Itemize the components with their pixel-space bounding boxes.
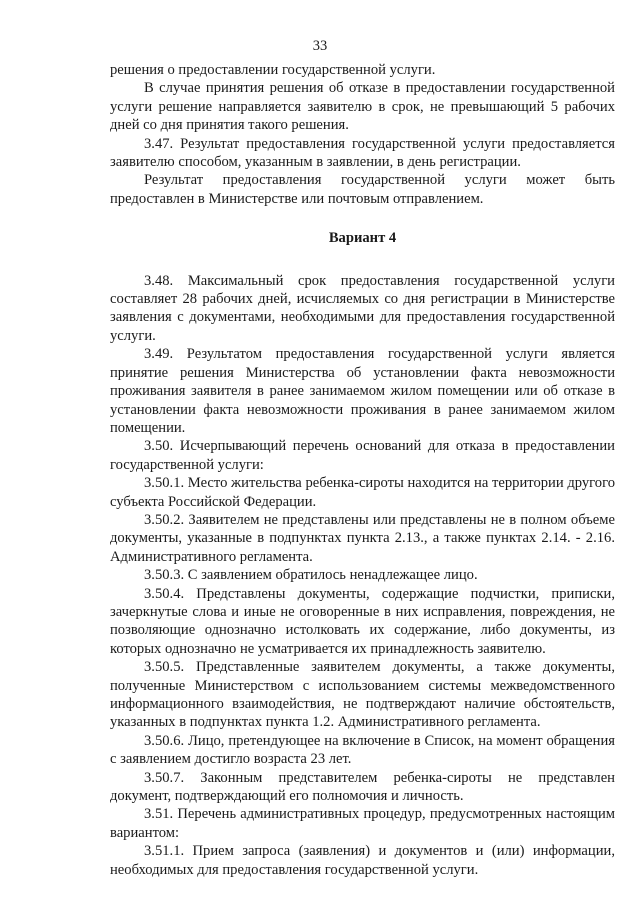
section-heading: Вариант 4 (328, 230, 397, 247)
paragraph: 3.50. Исчерпывающий перечень оснований для отказа в предоставлении государственной услуги: (110, 438, 615, 473)
document-body (110, 61, 615, 879)
paragraph: 3.51.1. Прием запроса (заявления) и документов и (или) информации, необходимых для предоставления государственной услуги. (110, 843, 615, 878)
page-number: 33 (312, 38, 328, 54)
paragraph: 3.50.2. Заявителем не представлены или представлены не в полном объеме документы, указанные в подпунктах пункта 2.13., а также пунктах 2.14. - 2.16. Административного регламента. (110, 511, 615, 565)
paragraph: 3.50.5. Представленные заявителем документы, а также документы, полученные Министерством с использованием системы межведомственного информационного взаимодействия, не подтверждают наличие обстоятельств, указанных в подпунктах пункта 1.2. Административного регламента. (110, 659, 615, 731)
paragraph: решения о предоставлении государственной услуги. (110, 62, 436, 78)
paragraph: В случае принятия решения об отказе в предоставлении государственной услуги решение направляется заявителю в срок, не превышающий 5 рабочих дней со дня принятия такого решения. (110, 80, 615, 134)
paragraph: 3.50.6. Лицо, претендующее на включение в Список, на момент обращения с заявлением достигло возраста 23 лет. (110, 732, 615, 768)
paragraph: 3.49. Результатом предоставления государственной услуги является принятие решения Министерства об установлении факта невозможности проживания заявителя в ранее занимаемом жилом помещении или об отказе в установлении факта невозможности проживания в ранее занимаемом жилом помещении. (110, 346, 615, 436)
paragraph: 3.50.7. Законным представителем ребенка-сироты не представлен документ, подтверждающий его полномочия и личность. (110, 769, 615, 805)
paragraph: 3.50.3. С заявлением обратилось ненадлежащее лицо. (144, 567, 478, 584)
paragraph: 3.50.4. Представлены документы, содержащие подчистки, приписки, зачеркнутые слова и иные не оговоренные в них исправления, повреждения, не позволяющие однозначно истолковать их содержание, либо документы, из которых однозначно не усматривается их принадлежность заявителю. (110, 585, 615, 657)
paragraph: Результат предоставления государственной услуги может быть предоставлен в Министерстве или почтовым отправлением. (110, 172, 615, 207)
paragraph: 3.47. Результат предоставления государственной услуги предоставляется заявителю способом, указанным в заявлении, в день регистрации. (110, 135, 615, 171)
paragraph: 3.48. Максимальный срок предоставления государственной услуги составляет 28 рабочих дней, исчисляемых со дня регистрации в Министерстве заявления с документами, необходимыми для предоставления государственной услуги. (110, 272, 615, 344)
paragraph: 3.51. Перечень административных процедур, предусмотренных настоящим вариантом: (110, 806, 615, 841)
paragraph: 3.50.1. Место жительства ребенка-сироты находится на территории другого субъекта Российской Федерации. (110, 475, 615, 510)
